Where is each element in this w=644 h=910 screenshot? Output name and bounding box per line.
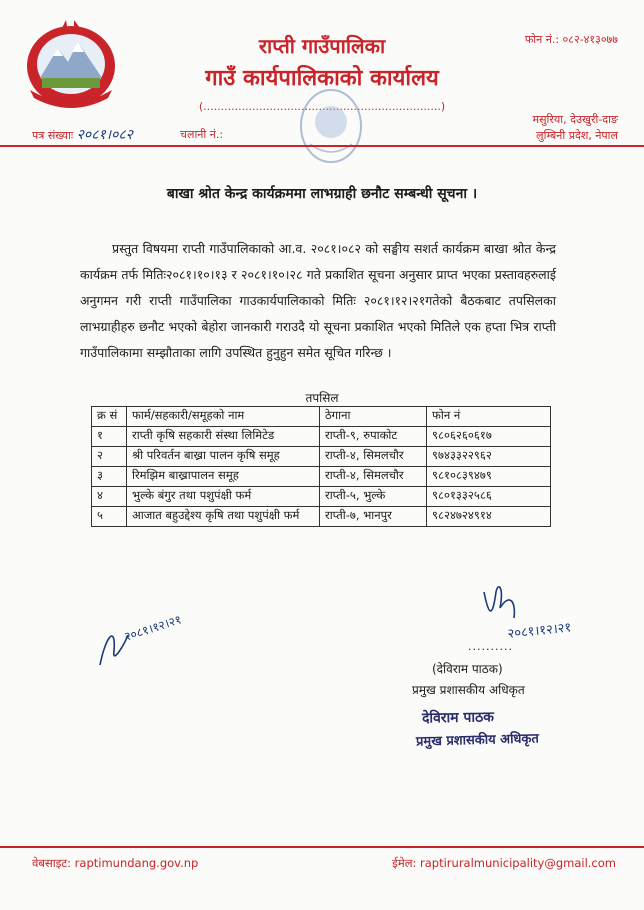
ref-value: २०८१।०८२: [76, 127, 133, 143]
address-line-2: लुम्बिनी प्रदेश, नेपाल: [536, 129, 618, 142]
cell-name: भुल्के बंगुर तथा पशुपंक्षी फर्म: [127, 487, 320, 507]
stamp-name: देविराम पाठक: [421, 709, 495, 727]
beneficiary-table: [91, 406, 551, 527]
cell-phone: ९८१०८३९४७९: [427, 467, 551, 487]
table-row: [92, 467, 551, 487]
stamp-title: प्रमुख प्रशासकीय अधिकृत: [415, 731, 540, 750]
cell-sn: १: [92, 427, 127, 447]
left-note-date: २०८१।१२।२१: [122, 612, 184, 644]
cell-address: राप्ती-४, सिमलचौर: [320, 447, 427, 467]
cell-phone: ९८०१३३२५८६: [427, 487, 551, 507]
email-link[interactable]: ईमेल: raptiruralmunicipality@gmail.com: [392, 856, 616, 870]
notice-subject: बाखा श्रोत केन्द्र कार्यक्रममा लाभग्राही छनौट सम्बन्धी सूचना ।: [166, 186, 478, 202]
cell-address: राप्ती-७, भानपुर: [320, 507, 427, 527]
cell-name: आजात बहुउद्देश्य कृषि तथा पशुपंक्षी फर्म: [127, 507, 320, 527]
dotted-line: (....................................................................): [198, 100, 446, 113]
signatory-name: (देविराम पाठक): [432, 662, 503, 676]
footer-divider: [0, 846, 644, 848]
table-row: [92, 487, 551, 507]
notice-body: प्रस्तुत विषयमा राप्ती गाउँपालिकाको आ.व. २०८१।०८२ को सङ्घीय सशर्त कार्यक्रम बाखा श्रोत केन्द्र कार्यक्रम तर्फ मितिः२०८१।१०।१३ र २०८१।१०।२८ गते प्रकाशित सूचना अनुसार प्राप्त भएका प्रस्तावहरुलाई अनुगमन गरी राप्ती गाउँपालिका गाउकार्यपालिकाको मितिः २०८१।१२।२१गतेको बैठकबाट तपसिलका लाभग्राहीहरु छनौट भएको बेहोरा जानकारी गराउदै यो सूचना प्रकाशित भएको मितिले एक हप्ता भित्र राप्ती गाउँपालिकामा सम्झौताका लागि उपस्थित हुनुहुन समेत सूचित गरिन्छ ।: [80, 241, 556, 360]
cell-name: रिमझिम बाख्रापालन समूह: [127, 467, 320, 487]
header-sn: क्र सं: [92, 407, 127, 427]
header-address: ठेगाना: [320, 407, 427, 427]
cell-phone: ९७४३३२२९६२: [427, 447, 551, 467]
cell-sn: ३: [92, 467, 127, 487]
cell-name: श्री परिवर्तन बाख्रा पालन कृषि समूह: [127, 447, 320, 467]
cell-sn: ४: [92, 487, 127, 507]
sign-date: २०८१।१२।२१: [506, 620, 573, 642]
signatory-title: प्रमुख प्रशासकीय अधिकृत: [412, 683, 525, 697]
office-title: गाउँ कार्यपालिकाको कार्यालय: [205, 66, 439, 91]
header-divider: [0, 145, 644, 147]
cell-address: राप्ती-५, भुल्के: [320, 487, 427, 507]
signature-line: ..........: [468, 640, 513, 653]
cell-phone: ९८०६२६०६१७: [427, 427, 551, 447]
chalani-label: चलानी नं.:: [180, 128, 224, 141]
address-line-1: मसुरिया, देउखुरी-दाङ: [532, 113, 618, 126]
cell-sn: ५: [92, 507, 127, 527]
table-caption: तपसिल: [305, 391, 339, 405]
table-header-row: [92, 407, 551, 427]
office-stamp-icon: [296, 86, 366, 166]
header-name: फार्म/सहकारी/समूहको नाम: [127, 407, 320, 427]
reference-number: [32, 125, 133, 144]
table-row: [92, 427, 551, 447]
website-link[interactable]: वेबसाइट: raptimundang.gov.np: [32, 856, 199, 870]
cell-name: राप्ती कृषि सहकारी संस्था लिमिटेड: [127, 427, 320, 447]
table-row: [92, 447, 551, 467]
office-name: राप्ती गाउँपालिका: [258, 34, 386, 58]
right-signature-icon: [470, 572, 600, 644]
cell-sn: २: [92, 447, 127, 467]
ref-label: पत्र संख्याः: [32, 129, 74, 142]
office-phone: फोन नं.: ०८२-४१३०७७: [524, 33, 618, 46]
cell-phone: ९८२४७२४९१४: [427, 507, 551, 527]
header-phone: फोन नं: [427, 407, 551, 427]
left-signature-icon: [96, 605, 206, 675]
table-row: [92, 507, 551, 527]
cell-address: राप्ती-९, रुपाकोट: [320, 427, 427, 447]
cell-address: राप्ती-४, सिमलचौर: [320, 467, 427, 487]
